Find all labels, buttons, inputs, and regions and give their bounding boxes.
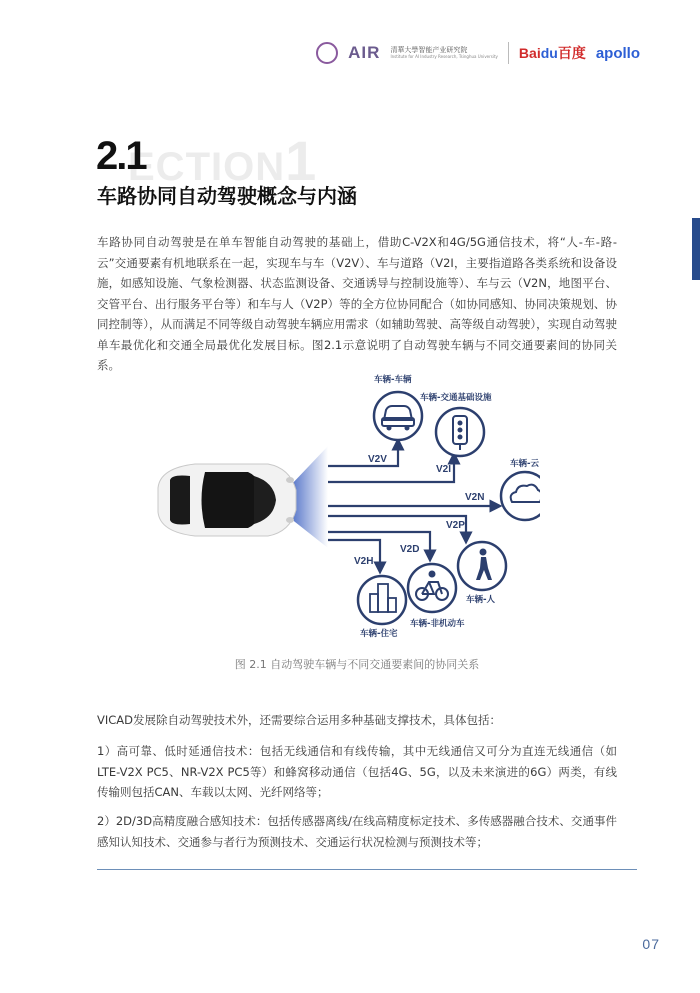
page-header: [316, 38, 640, 68]
institute-name-en: Institute for AI Industry Research, Tsinghua University: [390, 53, 498, 59]
v2i-label: V2I: [436, 464, 452, 475]
v2d-node: [408, 564, 465, 629]
v2p-label: V2P: [446, 520, 465, 531]
figure-caption: 图 2.1 自动驾驶车辆与不同交通要素间的协同关系: [234, 658, 480, 671]
intro-paragraph: 车路协同自动驾驶是在单车智能自动驾驶的基础上，借助C-V2X和4G/5G通信技术，将“人-车-路-云”交通要素有机地联系在一起，实现车与车（V2V）、车与道路（V2I，主要指道路各类系统和设备设施，如感知设施、气象检测器、状态监测设备、交通诱导与控制设施等）、车与云（V2N，地图平台、交管平台、出行服务平台等）和车与人（V2P）等的全方位协同配合（如协同感知、协同决策规划、协同控制等），从而满足不同等级自动驾驶车辆应用需求（如辅助驾驶、高等级自动驾驶），实现自动驾驶单车最优化和交通全局最优化发展目标。图2.1示意说明了自动驾驶车辆与不同交通要素间的协同关系。: [97, 235, 617, 372]
air-logo: AIR: [348, 43, 381, 62]
v2n-node-label: 车辆-云: [510, 459, 540, 469]
list-item-1: 1）高可靠、低时延通信技术：包括无线通信和有线传输，其中无线通信又可分为直连无线通信（如LTE-V2X PC5、NR-V2X PC5等）和蜂窝移动通信（包括4G、5G，以及未来演进的6G）两类，有线传输则包括CAN、车载以太网、光纤网络等；: [97, 744, 617, 799]
v2v-node: [374, 374, 422, 440]
baidu-logo: [519, 43, 586, 63]
tsinghua-seal-icon: [316, 42, 338, 64]
section-title: 车路协同自动驾驶概念与内涵: [97, 184, 357, 208]
v2p-node-label: 车辆-人: [466, 595, 496, 605]
logo-divider: [508, 42, 509, 64]
v2d-node-label: 车辆-非机动车: [410, 619, 465, 629]
institute-name-cn: 清華大學智能产业研究院: [390, 45, 468, 54]
v2v-node-label: 车辆-车辆: [374, 375, 412, 385]
v2v-arrow: [328, 444, 398, 466]
apollo-logo: apollo: [595, 44, 640, 62]
section-number: 2.1: [96, 134, 146, 178]
v2h-label: V2H: [354, 556, 374, 567]
v2p-node: [458, 542, 506, 605]
v2n-label: V2N: [465, 492, 485, 503]
baidu-logo-text-a: Bai: [518, 45, 541, 61]
v2d-label: V2D: [400, 544, 420, 555]
v2i-node: [420, 392, 492, 456]
section-watermark-number: 1: [285, 129, 318, 192]
v2x-diagram: [150, 368, 540, 648]
autonomous-car-image: [158, 464, 296, 536]
chapter-side-tab: [692, 218, 700, 280]
v2h-node: [358, 576, 406, 639]
baidu-logo-text-b: 百度: [557, 45, 586, 61]
v2i-node-label: 车辆-交通基础设施: [420, 393, 492, 403]
lead-paragraph: VICAD发展除自动驾驶技术外，还需要综合运用多种基础支撑技术，具体包括：: [97, 713, 502, 727]
section-watermark-word: ECTION: [128, 145, 286, 189]
v2v-label: V2V: [368, 454, 387, 465]
v2n-node: [501, 458, 540, 520]
footer-divider: [97, 869, 637, 870]
v2h-node-label: 车辆-住宅: [360, 629, 398, 639]
page-number: 07: [642, 936, 660, 952]
baidu-logo-paw: du: [540, 45, 558, 61]
list-item-2: 2）2D/3D高精度融合感知技术：包括传感器离线/在线高精度标定技术、多传感器融合技术、交通事件感知认知技术、交通参与者行为预测技术、交通运行状况检测与预测技术等；: [97, 814, 617, 849]
institute-name: [390, 47, 497, 59]
